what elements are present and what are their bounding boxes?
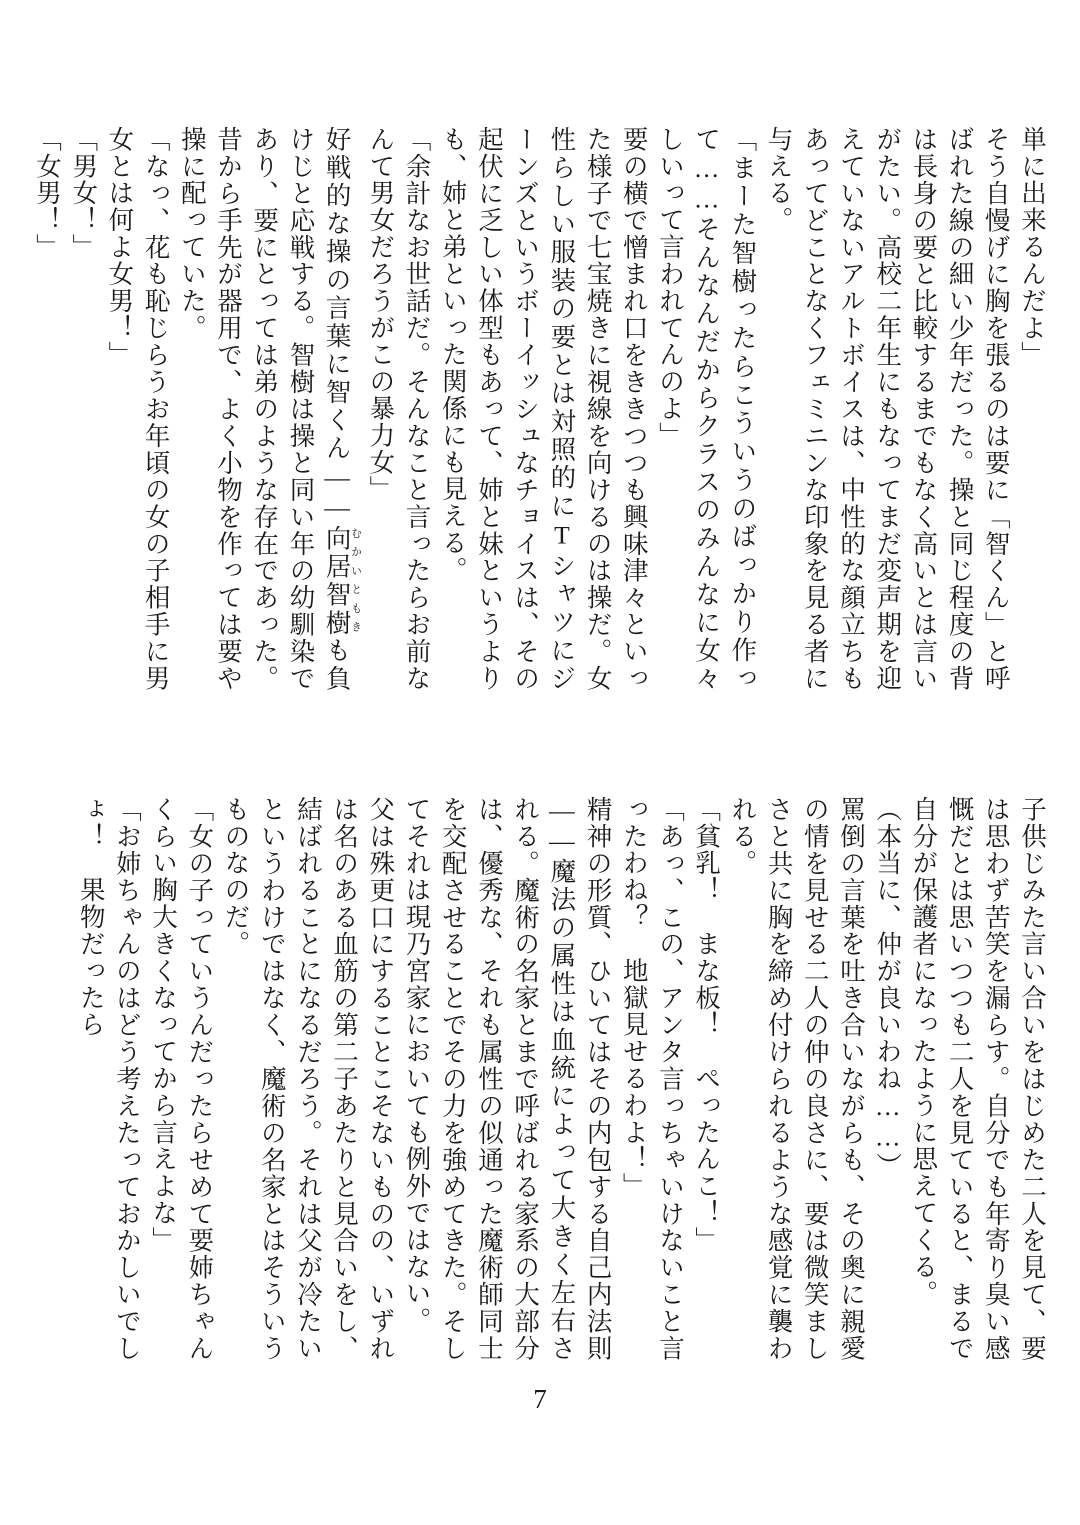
paragraph-dialogue: 「あっ、この、アンタ言っちゃいけないこと言ったわね？ 地獄見せるわよ！」 [619,796,685,1362]
paragraph-narration-with-ruby [174,126,363,692]
ruby-base: 向居智樹 [322,523,352,638]
paragraph-dialogue: 単に出来るんだよ」 [1018,126,1047,369]
paragraph-narration: 父は殊更口にすることこそないものの、いずれは名のある血筋の第二子あたりと見合いをし、結ばれることになるだろう。それは父が冷たいというわけではなく、魔術の名家とはそういうものなのだ。 [221,796,396,1362]
paragraph-dialogue: 「男女！」 [69,126,99,261]
paragraph-dialogue: 「女の子っていうんだったらせめて要姉ちゃんくらい胸大きくなってから言えよな」 [149,796,215,1362]
ruby-annotation [322,523,363,638]
text-block-lower [76,796,1050,1362]
paragraph-narration: 子供じみた言い合いをはじめた二人を見て、要は思わず苦笑を漏らす。自分でも年寄り臭い感慨だとは思いつつも二人を見ていると、まるで自分が保護者になったように思えてくる。 [909,796,1047,1362]
paragraph-narration: そう自慢げに胸を張るのは要に「智くん」と呼ばれた線の細い少年だった。操と同じ程度の背は長身の要と比較するまでもなく高いとは言いがたい。高校二年生にもなってまだ変声期を迎えていないアルトボイスは、中性的な顔立ちもあってどことなくフェミニンな印象を見る者に与える。 [764,126,1011,692]
paragraph-dialogue: 「なっ、花も恥じらうお年頃の女の子相手に男女とは何よ女男！」 [105,126,171,692]
paragraph-narration: 要の横で憎まれ口をききつつも興味津々といった様子で七宝焼きに視線を向けるのは操だ。女性らしい服装の要とは対照的にTシャツにジーンズというボーイッシュなチョイスは、その起伏に乏しい体型もあって、姉と妹というよりも、姉と弟といった関係にも見える。 [438,126,649,692]
ruby-furigana: むかいともき [350,523,363,636]
paragraph-narration: 精神の形質、ひいてはその内包する自己内法則——魔法の属性は血統によって大きく左右される。魔術の名家とまで呼ばれる家系の大部分は、優秀な、それも属性の似通った魔術師同士を交配させることでその力を強めてきた。そしてそれは現乃宮家においても例外ではない。 [402,796,613,1362]
ruby-text-before: 好戦的な操の言葉に智くん—— [322,126,352,524]
paragraph-dialogue: 「女男！」 [33,126,63,261]
paragraph-thought: （本当に、仲が良いわね……） [873,796,903,1180]
paragraph-dialogue: 「まーた智樹ったらこういうのばっかり作って……そんなんだからクラスのみんなに女々しいって言われてんのよ」 [655,126,758,692]
paragraph-narration: 罵倒の言葉を吐き合いながらも、その奥に親愛の情を見せる二人の仲の良さに、要は微笑ましさと共に胸を締め付けられるような感覚に襲われる。 [728,796,866,1362]
ruby-text-after: も負けじと応戦する。智樹は操と同い年の幼馴染であり、要にとっては弟のような存在であった。昔から手先が器用で、よく小物を作っては要や操に配っていた。 [177,126,352,692]
paragraph-dialogue: 「余計なお世話だ。そんなこと言ったらお前なんて男女だろうがこの暴力女」 [366,126,432,692]
page-number: 7 [533,1384,547,1414]
paragraph-dialogue: 「お姉ちゃんのはどう考えたっておかしいでしょ！ 果物だったら [76,796,142,1362]
text-block-upper [33,126,1050,692]
paragraph-dialogue: 「貧乳！ まな板！ ぺったんこ！」 [692,796,722,1254]
